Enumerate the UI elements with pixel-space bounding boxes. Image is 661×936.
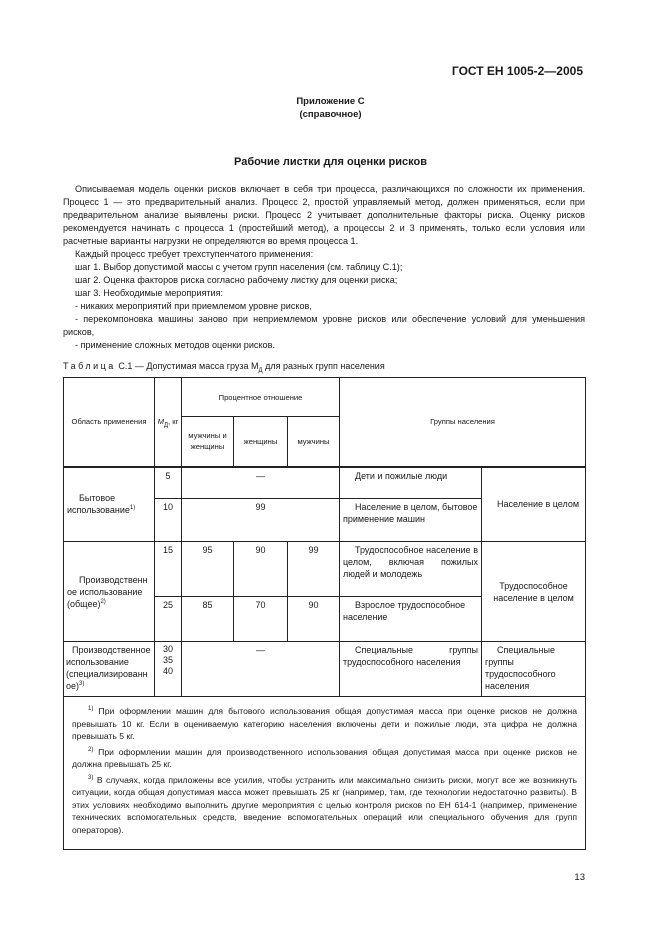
paragraph: Описываемая модель оценки рисков включает в себя три процесса, различающихся по сложности их применения. Процесс 1 — это предварительный анализ. Процесс 2, простой управляемый метод, должен применяться, если при предварительном анализе выявлены риски. Процесс 2 учитывает дополнительные факторы риска. Оценку рисков рекомендуется начинать с процесса 1 (простейший метод), а процессы 2 и 3 применять, только если условия или расчетные варианты нагрузки не определяются во время процесса 1. (63, 184, 585, 246)
header-women: женщины (234, 417, 288, 467)
group-cell: Население в целом, бытовое применение машин (340, 499, 482, 542)
footnote: $^{1)}$ При оформлении машин для бытового использования общая допустимая масса при оценке рисков не должна превышать 10 кг. Если в оцениваемую категорию населения включены дети и пожилые люди, эта цифра не должна превышать 5 кг. (72, 706, 577, 741)
group-summary-cell: Трудоспособное население в целом (482, 542, 586, 642)
header-men: мужчины (288, 417, 340, 467)
percent-cell: 95 (182, 542, 234, 597)
header-percent: Процентное отношение (182, 378, 340, 417)
section-heading: Рабочие листки для оценки рисков (234, 156, 427, 168)
header-groups: Группы населения (340, 378, 586, 467)
paragraph: - применение сложных методов оценки рисков. (75, 340, 275, 350)
footnotes-row (64, 697, 586, 850)
group-cell: Трудоспособное население в целом, включая пожилых людей и молодежь (340, 542, 482, 597)
table-row (64, 467, 586, 499)
table-row (64, 542, 586, 597)
footnote: $^{2)}$ При оформлении машин для производственного использования общая допустимая масса при оценке рисков не должна превышать 25 кг. (72, 746, 577, 769)
footnote: $^{3)}$ В случаях, когда приложены все усилия, чтобы устранить или максимально снизить риски, могут все же возникнуть ситуации, когда общая допустимая масса может превышать 25 кг (например, там, где технологии недостаточно развиты). В этих условиях необходимо выполнить другие мероприятия с целью контроля рисков по ЕН 614-1 (например, применение технических вспомогательных средств, введение вспомогательных операций или специального обучения для групп операторов). (72, 774, 577, 835)
area-cell: Бытовое использование$^{1)}$ (64, 467, 155, 542)
document-code: ГОСТ ЕН 1005-2—2005 (451, 64, 583, 78)
header-men-women: мужчины и женщины (182, 417, 234, 467)
paragraph: - никаких мероприятий при приемлемом уровне рисков, (75, 301, 312, 311)
percent-cell: 90 (288, 597, 340, 642)
body-text (63, 183, 585, 352)
paragraph: - перекомпоновка машины заново при неприемлемом уровне рисков или обеспечение условий для уменьшения рисков, (63, 314, 585, 337)
appendix-title: Приложение С (296, 96, 365, 107)
paragraph: Каждый процесс требует трехступенчатого применения: (75, 249, 314, 259)
mass-cell: 25 (155, 597, 182, 642)
group-cell: Дети и пожилые люди (340, 467, 482, 499)
percent-cell: — (182, 642, 340, 697)
footnotes (64, 697, 586, 850)
paragraph: шаг 3. Необходимые мероприятия: (75, 288, 224, 298)
mass-cell: 5 (155, 467, 182, 499)
percent-cell: — (182, 467, 340, 499)
table-row (64, 642, 586, 697)
appendix-label (0, 95, 661, 121)
group-cell: Взрослое трудоспособное население (340, 597, 482, 642)
area-cell: Производственное использование (специализированное)$^{3)}$ (64, 642, 155, 697)
mass-cell: 10 (155, 499, 182, 542)
paragraph: шаг 2. Оценка факторов риска согласно рабочему листку для оценки риска; (75, 275, 398, 285)
mass-table (63, 377, 586, 850)
percent-cell: 99 (288, 542, 340, 597)
header-mass: $М_Д$, кг (155, 378, 182, 467)
percent-cell: 99 (182, 499, 340, 542)
table-caption: Таблица С.1 — Допустимая масса груза $М_Д$ для разных групп населения (63, 361, 385, 374)
group-summary-cell: Население в целом (482, 467, 586, 542)
percent-cell: 85 (182, 597, 234, 642)
appendix-subtitle: (справочное) (299, 109, 362, 120)
percent-cell: 70 (234, 597, 288, 642)
mass-cell: 30 35 40 (155, 642, 182, 697)
percent-cell: 90 (234, 542, 288, 597)
header-area: Область применения (64, 378, 155, 467)
paragraph: шаг 1. Выбор допустимой массы с учетом групп населения (см. таблицу С.1); (75, 262, 403, 272)
mass-cell: 15 (155, 542, 182, 597)
group-summary-cell: Специальные группы трудоспособного населения (482, 642, 586, 697)
page-number: 13 (574, 872, 585, 883)
page-content (63, 183, 585, 903)
area-cell: Производственное использование (общее)$^{2)}$ (64, 542, 155, 642)
group-cell: Специальные группы трудоспособного населения (340, 642, 482, 697)
